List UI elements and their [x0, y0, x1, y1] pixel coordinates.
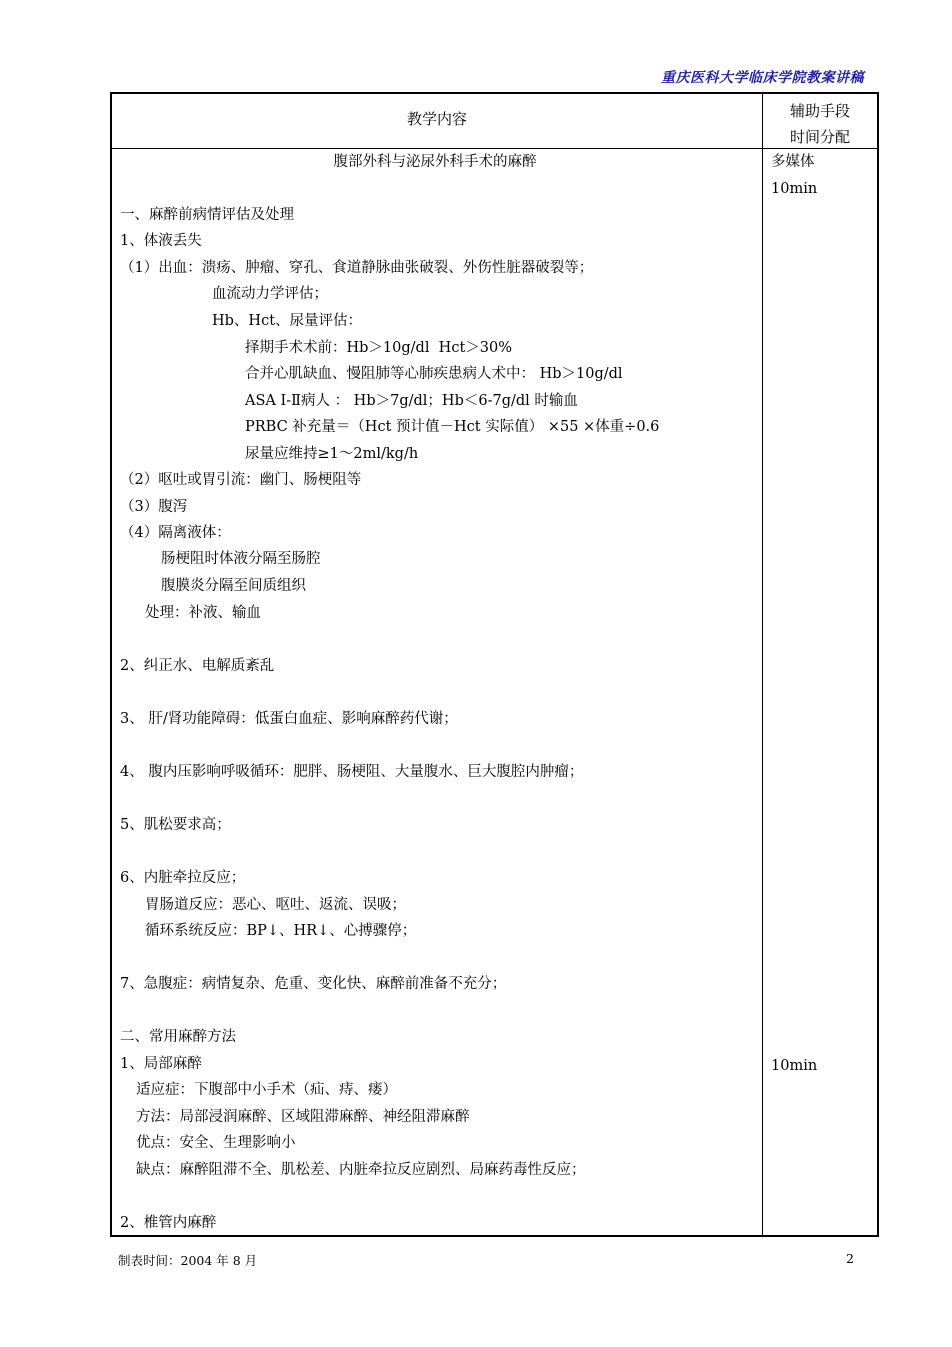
content-line: ASA Ⅰ-Ⅱ病人 ： Hb＞7g/dl；Hb＜6-7g/dl 时输血: [245, 393, 578, 409]
content-line: 血流动力学评估；: [212, 286, 328, 302]
side-time: 10min: [771, 181, 818, 197]
content-line: 2、纠正水、电解质紊乱: [120, 658, 275, 674]
content-line: 适应症：下腹部中小手术（疝、痔、瘘）: [136, 1082, 397, 1098]
content-line: 1、体液丢失: [120, 233, 202, 249]
content-line: 方法：局部浸润麻醉、区域阻滞麻醉、神经阻滞麻醉: [136, 1109, 470, 1125]
content-line: 3、 肝/肾功能障碍：低蛋白血症、影响麻醉药代谢；: [120, 711, 458, 727]
side-time: 10min: [771, 1058, 818, 1074]
heading-1: 一、麻醉前病情评估及处理: [120, 207, 294, 223]
column-header-content: 教学内容: [406, 110, 467, 128]
content-line: （4）隔离液体：: [120, 525, 231, 541]
column-header-side-line2: 时间分配: [789, 128, 850, 146]
content-line: 择期手术术前：Hb＞10g/dl Hct＞30%: [245, 340, 513, 356]
document-header: 重庆医科大学临床学院教案讲稿: [661, 70, 864, 86]
content-line: 5、肌松要求高；: [120, 817, 231, 833]
footer-made-time: 制表时间：2004 年 8 月: [118, 1253, 258, 1268]
content-line: PRBC 补充量＝（Hct 预计值－Hct 实际值） ×55 ×体重÷0.6: [245, 419, 660, 435]
content-line: 处理：补液、输血: [145, 605, 261, 621]
content-line: 腹膜炎分隔至间质组织: [161, 578, 306, 594]
content-line: （3）腹泻: [120, 499, 188, 515]
content-line: 循环系统反应：BP↓、HR↓、心搏骤停；: [145, 923, 417, 939]
column-divider: [762, 94, 763, 1235]
content-line: Hb、Hct、尿量评估：: [212, 313, 363, 329]
content-line: 胃肠道反应：恶心、呕吐、返流、误吸；: [145, 897, 406, 913]
content-line: 2、椎管内麻醉: [120, 1215, 217, 1231]
section-title: 腹部外科与泌尿外科手术的麻醉: [333, 154, 537, 170]
column-header-side-line1: 辅助手段: [789, 102, 850, 120]
content-line: 肠梗阻时体液分隔至肠腔: [161, 551, 321, 567]
content-line: 优点：安全、生理影响小: [136, 1135, 296, 1151]
content-line: 4、 腹内压影响呼吸循环：肥胖、肠梗阻、大量腹水、巨大腹腔内肿瘤；: [120, 764, 584, 780]
content-line: 尿量应维持≥1～2ml/kg/h: [245, 446, 419, 462]
page-number: 2: [846, 1251, 854, 1266]
heading-2: 二、常用麻醉方法: [120, 1029, 236, 1045]
side-aid: 多媒体: [771, 154, 815, 170]
content-line: （2）呕吐或胃引流：幽门、肠梗阻等: [120, 472, 362, 488]
content-line: 7、急腹症：病情复杂、危重、变化快、麻醉前准备不充分；: [120, 976, 507, 992]
content-line: 缺点：麻醉阻滞不全、肌松差、内脏牵拉反应剧烈、局麻药毒性反应；: [136, 1162, 586, 1178]
content-line: 1、局部麻醉: [120, 1056, 202, 1072]
content-line: 合并心肌缺血、慢阻肺等心肺疾患病人术中： Hb＞10g/dl: [245, 366, 623, 382]
content-line: （1）出血：溃疡、肿瘤、穿孔、食道静脉曲张破裂、外伤性脏器破裂等；: [120, 260, 594, 276]
column-header-side: [763, 98, 877, 150]
content-line: 6、内脏牵拉反应；: [120, 870, 246, 886]
